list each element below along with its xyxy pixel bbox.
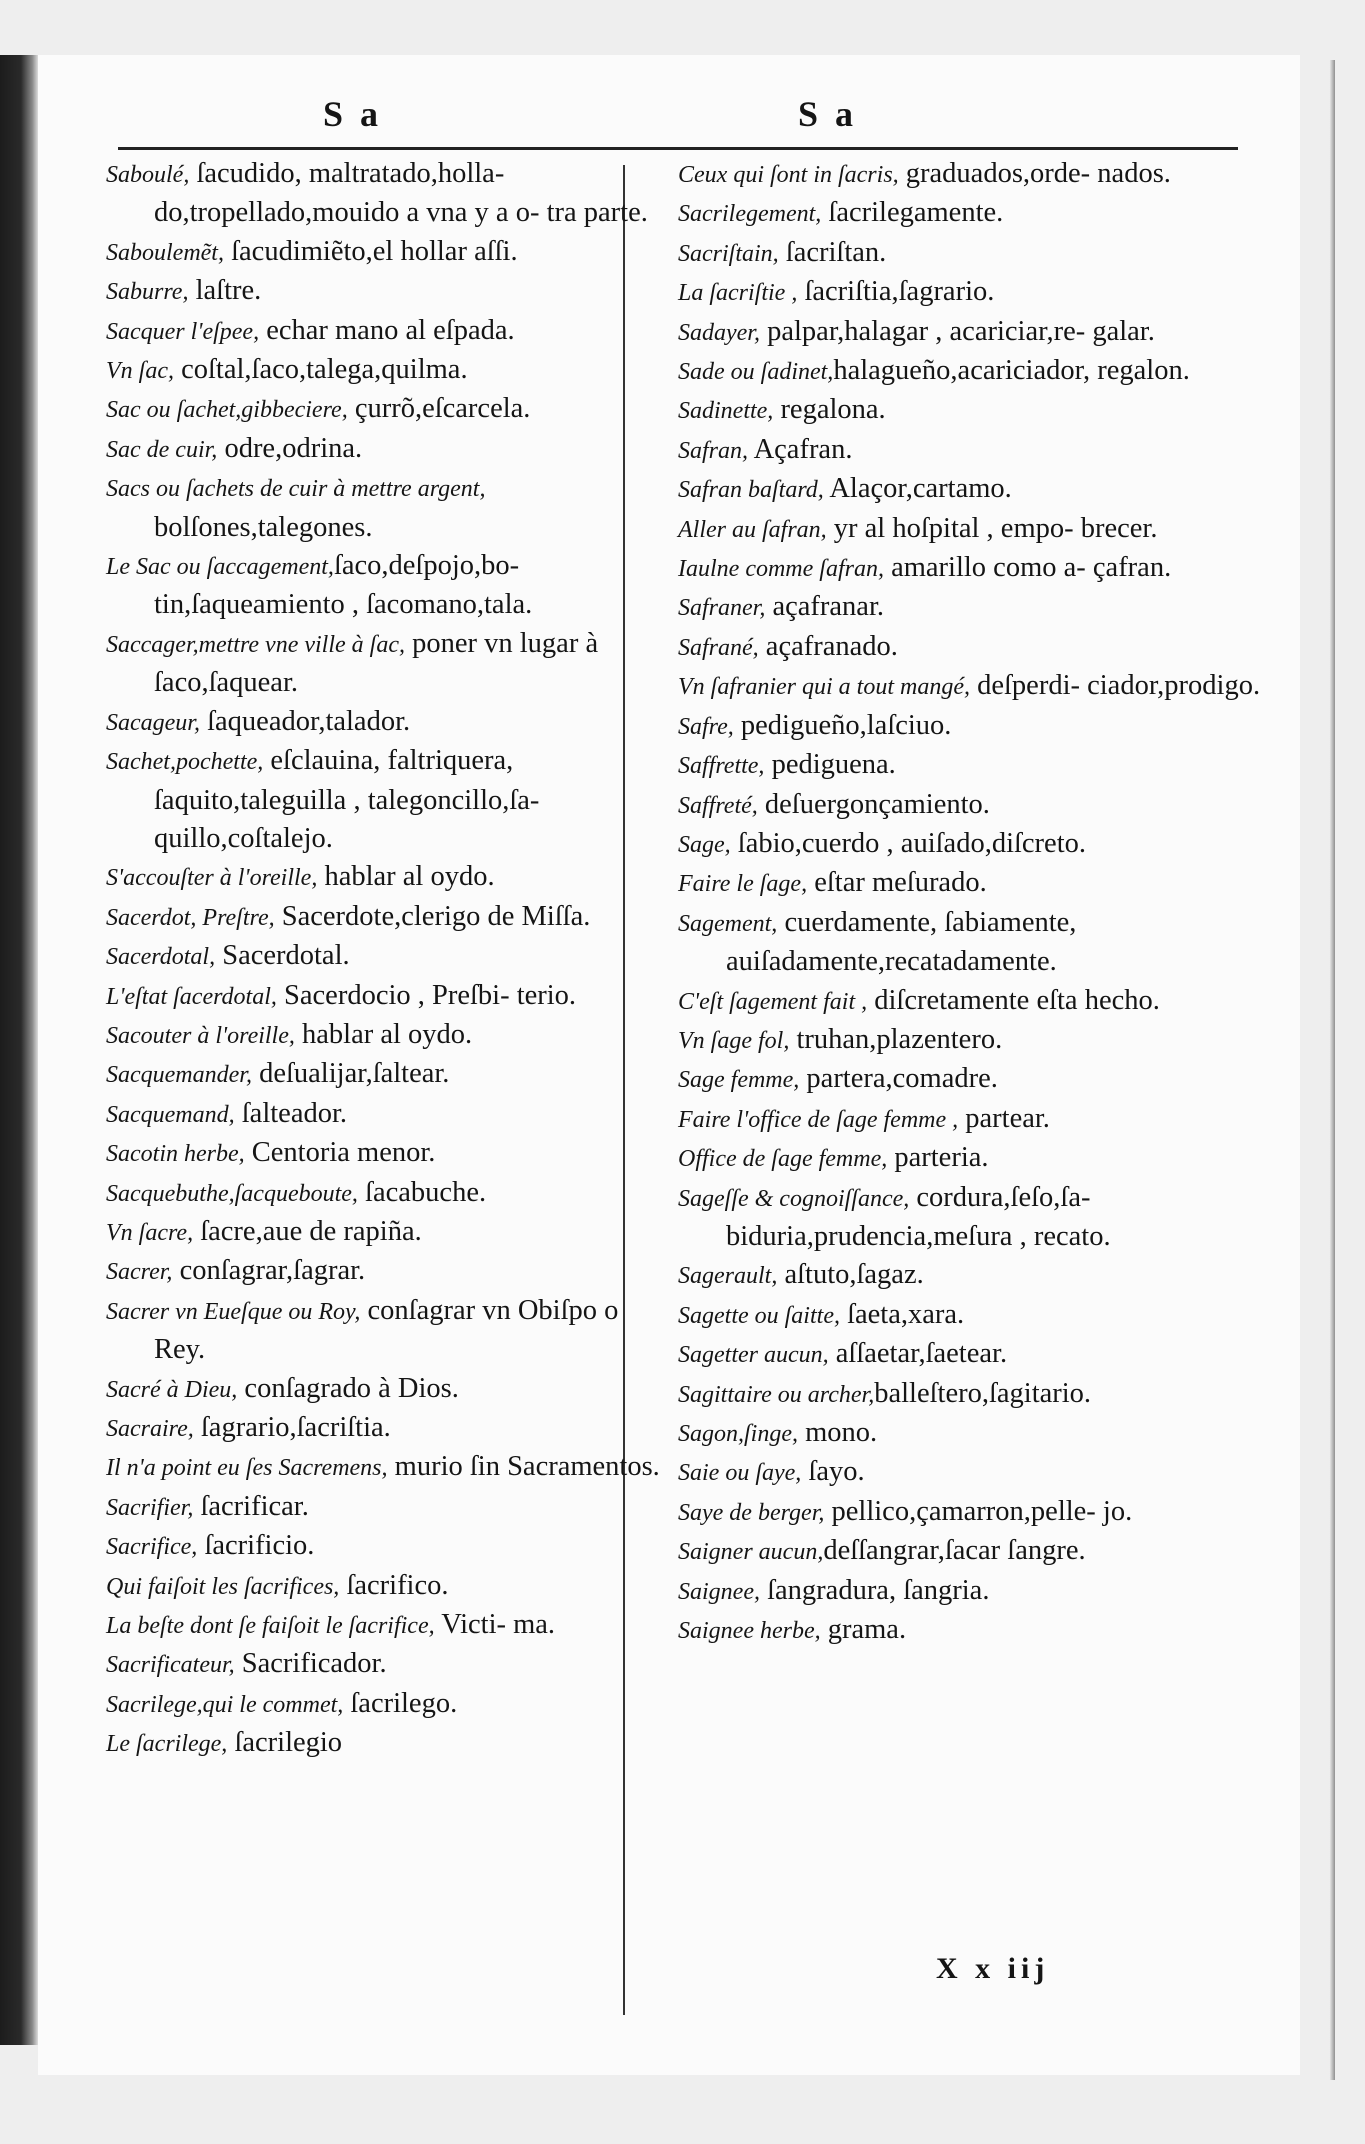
- entry-headword: Sachet,pochette,: [106, 749, 264, 776]
- entry-definition: aſſaetar,ſaetear.: [828, 1338, 1008, 1370]
- entry-headword: Saye de berger,: [678, 1499, 825, 1526]
- entry-definition: ſacriſtan.: [778, 236, 887, 268]
- entry-definition: ſacrificio.: [197, 1530, 315, 1562]
- dictionary-entry: [678, 431, 1268, 470]
- entry-headword: Aller au ſafran,: [678, 516, 827, 543]
- entry-headword: Saigner aucun,: [678, 1539, 824, 1566]
- dictionary-entry: [106, 1134, 666, 1173]
- right-column: [678, 155, 1268, 1650]
- entry-headword: Sageſſe & cognoiſſance,: [678, 1185, 910, 1212]
- entry-definition: deſſangrar,ſacar ſangre.: [823, 1535, 1086, 1567]
- entry-definition: ſacrificar.: [193, 1490, 309, 1522]
- running-head-left: S a: [323, 94, 383, 134]
- entry-headword: Vn ſafranier qui a tout mangé,: [678, 674, 970, 701]
- entry-headword: Saffrette,: [678, 753, 765, 780]
- entry-definition: aſtuto,ſagaz.: [777, 1259, 924, 1291]
- dictionary-entry: [678, 1532, 1268, 1571]
- dictionary-entry: [106, 390, 666, 429]
- entry-headword: Sacouter à l'oreille,: [106, 1022, 295, 1049]
- entry-definition: Sacerdote,clerigo de Miſſa.: [274, 900, 591, 932]
- dictionary-entry: [106, 1016, 666, 1055]
- entry-headword: Safran baſtard,: [678, 477, 824, 504]
- entry-definition: deſualijar,ſaltear.: [251, 1058, 450, 1090]
- entry-definition: conſagrado à Dios.: [237, 1372, 459, 1404]
- entry-headword: Qui faiſoit les ſacrifices,: [106, 1573, 340, 1600]
- entry-definition: amarillo como a- çafran.: [883, 552, 1172, 584]
- entry-headword: Sacquemander,: [106, 1062, 252, 1089]
- signature-mark: X x iij: [936, 1952, 1050, 1985]
- running-head-right: S a: [798, 94, 858, 134]
- dictionary-entry: [106, 1252, 666, 1291]
- entry-headword: Sacrificateur,: [106, 1652, 235, 1679]
- dictionary-entry: [106, 1567, 666, 1606]
- entry-definition: cordura,ſeſo,ſa- biduria,prudencia,meſura , recato.: [726, 1181, 1111, 1252]
- entry-headword: Sacraire,: [106, 1416, 194, 1442]
- entry-headword: Safraner,: [678, 595, 766, 622]
- dictionary-entry: [678, 1296, 1268, 1335]
- entry-definition: ſaco,deſpojo,bo- tin,ſaqueamiento , ſacomano,tala.: [154, 550, 533, 621]
- dictionary-entry: [678, 1493, 1268, 1532]
- dictionary-entry: [106, 898, 666, 937]
- entry-definition: echar mano al eſpada.: [259, 314, 515, 346]
- dictionary-entry: [678, 982, 1268, 1021]
- dictionary-entry: [678, 1139, 1268, 1178]
- dictionary-entry: [106, 625, 666, 703]
- entry-headword: Safrané,: [678, 634, 759, 661]
- dictionary-entry: [678, 746, 1268, 785]
- page-edge-shadow: [1329, 60, 1335, 2080]
- entry-headword: S'accouſter à l'oreille,: [106, 865, 318, 892]
- dictionary-entry: [106, 1292, 666, 1370]
- entry-headword: Sacquebuthe,ſacqueboute,: [106, 1180, 358, 1207]
- dictionary-entry: [106, 858, 666, 897]
- dictionary-entry: [678, 628, 1268, 667]
- entry-headword: L'eſtat ſacerdotal,: [106, 983, 277, 1010]
- entry-definition: Victi- ma.: [434, 1609, 556, 1641]
- book-page: [38, 55, 1300, 2075]
- entry-definition: ſaqueador,talador.: [199, 705, 411, 737]
- entry-headword: Saignee herbe,: [678, 1618, 821, 1645]
- entry-definition: odre,odrina.: [217, 432, 363, 464]
- dictionary-entry: [678, 1256, 1268, 1295]
- dictionary-entry: [106, 351, 666, 390]
- entry-headword: Sagetter aucun,: [678, 1342, 829, 1369]
- dictionary-entry: [106, 1448, 666, 1487]
- dictionary-entry: [106, 742, 666, 858]
- entry-definition: cuerdamente, ſabiamente, auiſadamente,recatadamente.: [726, 906, 1077, 978]
- entry-headword: Faire l'office de ſage femme ,: [678, 1106, 959, 1133]
- entry-definition: parteria.: [887, 1142, 989, 1174]
- entry-definition: yr al hoſpital , empo- brecer.: [826, 512, 1158, 544]
- entry-headword: Sacerdotal,: [106, 944, 216, 971]
- dictionary-entry: [106, 469, 666, 547]
- dictionary-entry: [678, 313, 1268, 352]
- dictionary-entry: [106, 1685, 666, 1724]
- entry-definition: balleſtero,ſagitario.: [874, 1377, 1092, 1409]
- entry-definition: Açafran.: [748, 433, 853, 465]
- entry-headword: Saburre,: [106, 279, 189, 306]
- entry-definition: Centoria menor.: [244, 1137, 436, 1169]
- dictionary-entry: [106, 233, 666, 272]
- entry-headword: Sagon,ſinge,: [678, 1421, 798, 1447]
- entry-definition: ſalteador.: [234, 1097, 348, 1129]
- entry-definition: partear.: [958, 1102, 1050, 1134]
- entry-headword: Safre,: [678, 713, 734, 740]
- entry-definition: Alaçor,cartamo.: [823, 473, 1012, 505]
- entry-definition: ſacudido, maltratado,holla- do,tropellado,mouido a vna y a o- tra parte.: [154, 158, 648, 229]
- entry-headword: Sacquer l'eſpee,: [106, 318, 260, 345]
- entry-headword: Safran,: [678, 437, 749, 464]
- dictionary-entry: [678, 1179, 1268, 1257]
- entry-definition: diſcretamente eſta hecho.: [867, 984, 1160, 1016]
- entry-headword: Sacrer,: [106, 1259, 173, 1286]
- entry-headword: Le ſacrilege,: [106, 1731, 228, 1758]
- entry-definition: halagueño,acariciador, regalon.: [833, 355, 1190, 387]
- entry-headword: Sacageur,: [106, 709, 200, 736]
- entry-headword: Sacs ou ſachets de cuir à mettre argent,: [106, 476, 486, 503]
- dictionary-entry: [678, 1335, 1268, 1374]
- entry-definition: eſtar meſurado.: [807, 867, 987, 899]
- entry-headword: Sacrer vn Eueſque ou Roy,: [106, 1298, 361, 1325]
- entry-headword: Sacerdot, Preſtre,: [106, 904, 275, 931]
- entry-headword: Sacrilege,qui le commet,: [106, 1691, 344, 1718]
- dictionary-entry: [106, 1213, 666, 1252]
- entry-headword: Vn ſacre,: [106, 1219, 194, 1246]
- dictionary-entry: [678, 549, 1268, 588]
- dictionary-entry: [678, 1572, 1268, 1611]
- dictionary-entry: [678, 155, 1268, 194]
- entry-definition: pediguena.: [764, 749, 896, 781]
- dictionary-entry: [678, 1375, 1268, 1414]
- dictionary-entry: [678, 1060, 1268, 1099]
- entry-definition: Sacerdotal.: [215, 940, 350, 972]
- entry-headword: Sadinette,: [678, 398, 774, 425]
- left-column: [106, 155, 666, 1764]
- entry-definition: mono.: [798, 1417, 878, 1448]
- entry-definition: hablar al oydo.: [317, 861, 495, 893]
- entry-headword: Sacrifier,: [106, 1494, 194, 1521]
- entry-headword: Faire le ſage,: [678, 871, 808, 898]
- entry-headword: Sacquemand,: [106, 1101, 235, 1128]
- dictionary-entry: [678, 864, 1268, 903]
- entry-definition: truhan,plazentero.: [789, 1023, 1003, 1055]
- dictionary-entry: [678, 194, 1268, 233]
- entry-definition: eſclauina, faltriquera, ſaquito,taleguilla , talegoncillo,ſa- quillo,coſtalejo.: [154, 745, 540, 854]
- entry-definition: ſabio,cuerdo , auiſado,diſcreto.: [730, 827, 1086, 859]
- entry-headword: Le Sac ou ſaccagement,: [106, 554, 334, 581]
- entry-headword: Sacré à Dieu,: [106, 1376, 238, 1403]
- entry-definition: ſacrilegio: [227, 1727, 343, 1759]
- dictionary-entry: [678, 273, 1268, 312]
- dictionary-entry: [678, 588, 1268, 627]
- entry-definition: Sacrificador.: [234, 1648, 387, 1680]
- entry-headword: Saie ou ſaye,: [678, 1460, 802, 1487]
- entry-definition: ſacudimiẽto,el hollar aſſi.: [223, 235, 518, 267]
- dictionary-entry: [678, 470, 1268, 509]
- entry-definition: hablar al oydo.: [294, 1018, 473, 1050]
- entry-headword: Office de ſage femme,: [678, 1146, 888, 1173]
- entry-headword: Saboulemẽt,: [106, 239, 224, 266]
- entry-definition: ſacabuche.: [357, 1176, 487, 1208]
- dictionary-entry: [106, 937, 666, 976]
- entry-headword: Sac de cuir,: [106, 436, 218, 463]
- entry-headword: Ceux qui ſont in ſacris,: [678, 162, 899, 188]
- dictionary-entry: [678, 1611, 1268, 1650]
- entry-headword: Saboulé,: [106, 162, 190, 188]
- entry-definition: ſacre,aue de rapiña.: [193, 1215, 422, 1247]
- entry-headword: Sagittaire ou archer,: [678, 1381, 875, 1408]
- dictionary-entry: [106, 1174, 666, 1213]
- entry-headword: Sacotin herbe,: [106, 1141, 245, 1168]
- entry-headword: Sagerault,: [678, 1263, 778, 1290]
- dictionary-entry: [106, 1488, 666, 1527]
- entry-headword: Saffreté,: [678, 792, 758, 819]
- dictionary-entry: [106, 977, 666, 1016]
- entry-definition: ſacriſtia,ſagrario.: [797, 276, 995, 308]
- entry-definition: ſacrilegamente.: [821, 197, 1004, 229]
- entry-headword: Sacrifice,: [106, 1534, 198, 1561]
- dictionary-entry: [106, 1606, 666, 1645]
- dictionary-entry: [678, 1021, 1268, 1060]
- entry-headword: Sacrilegement,: [678, 201, 822, 228]
- entry-headword: Vn ſage fol,: [678, 1027, 790, 1054]
- entry-headword: Saignee,: [678, 1578, 760, 1605]
- entry-headword: Sade ou ſadinet,: [678, 359, 834, 386]
- entry-headword: Iaulne comme ſafran,: [678, 556, 884, 583]
- entry-definition: palpar,halagar , acariciar,re- galar.: [759, 315, 1155, 347]
- entry-headword: Sagement,: [678, 910, 778, 937]
- entry-headword: Sadayer,: [678, 319, 760, 346]
- entry-definition: bolſones,talegones.: [154, 511, 373, 543]
- entry-definition: açafranado.: [758, 630, 898, 662]
- entry-headword: C'eſt ſagement fait ,: [678, 988, 868, 1015]
- entry-definition: conſagrar vn Obiſpo o Rey.: [154, 1294, 619, 1366]
- entry-definition: grama.: [820, 1614, 907, 1646]
- dictionary-entry: [678, 1414, 1268, 1453]
- dictionary-entry: [106, 1527, 666, 1566]
- dictionary-entry: [106, 312, 666, 351]
- entry-definition: ſacrifico.: [339, 1569, 449, 1601]
- dictionary-entry: [678, 391, 1268, 430]
- book-gutter-shadow: [0, 55, 38, 2045]
- dictionary-entry: [106, 1095, 666, 1134]
- entry-headword: La beſte dont ſe faiſoit le ſacrifice,: [106, 1613, 435, 1640]
- entry-definition: deſperdi- ciador,prodigo.: [969, 670, 1261, 702]
- entry-definition: partera,comadre.: [799, 1063, 998, 1095]
- entry-definition: conſagrar,ſagrar.: [172, 1255, 366, 1287]
- entry-definition: poner vn lugar à ſaco,ſaquear.: [154, 627, 599, 699]
- entry-definition: çurrõ,eſcarcela.: [347, 393, 531, 425]
- entry-headword: Sagette ou ſaitte,: [678, 1302, 840, 1329]
- dictionary-entry: [678, 667, 1268, 706]
- entry-headword: Il n'a point eu ſes Sacremens,: [106, 1455, 388, 1482]
- entry-definition: pellico,çamarron,pelle- jo.: [824, 1495, 1133, 1527]
- dictionary-entry: [678, 234, 1268, 273]
- entry-definition: ſangradura, ſangria.: [759, 1574, 990, 1606]
- entry-headword: Sage femme,: [678, 1067, 800, 1094]
- dictionary-entry: [678, 1453, 1268, 1492]
- dictionary-entry: [106, 703, 666, 742]
- entry-definition: Sacerdocio , Preſbi- terio.: [276, 979, 577, 1011]
- dictionary-entry: [106, 547, 666, 625]
- dictionary-entry: [678, 707, 1268, 746]
- dictionary-entry: [678, 904, 1268, 982]
- entry-headword: Vn ſac,: [106, 358, 174, 385]
- entry-definition: graduados,orde- nados.: [898, 158, 1171, 189]
- dictionary-entry: [106, 1055, 666, 1094]
- dictionary-entry: [678, 352, 1268, 391]
- entry-definition: ſagrario,ſacriſtia.: [193, 1412, 391, 1443]
- entry-headword: La ſacriſtie ,: [678, 280, 798, 307]
- dictionary-entry: [106, 1409, 666, 1448]
- entry-definition: pedigueño,laſciuo.: [733, 709, 952, 741]
- entry-headword: Saccager,mettre vne ville à ſac,: [106, 631, 405, 658]
- entry-definition: laſtre.: [188, 275, 262, 307]
- dictionary-entry: [106, 1724, 666, 1763]
- entry-definition: regalona.: [773, 394, 886, 426]
- dictionary-entry: [106, 155, 666, 233]
- dictionary-entry: [678, 510, 1268, 549]
- entry-headword: Sac ou ſachet,gibbeciere,: [106, 397, 348, 424]
- header-rule: [118, 147, 1238, 150]
- dictionary-entry: [678, 786, 1268, 825]
- dictionary-entry: [106, 430, 666, 469]
- entry-definition: ſayo.: [801, 1456, 865, 1488]
- dictionary-entry: [106, 1370, 666, 1409]
- dictionary-entry: [106, 1645, 666, 1684]
- entry-definition: ſaeta,xara.: [839, 1298, 965, 1330]
- entry-definition: deſuergonçamiento.: [757, 788, 990, 820]
- entry-headword: Sage,: [678, 831, 731, 858]
- entry-headword: Sacriſtain,: [678, 240, 779, 267]
- dictionary-entry: [106, 272, 666, 311]
- entry-definition: ſacrilego.: [343, 1687, 458, 1719]
- dictionary-entry: [678, 825, 1268, 864]
- entry-definition: açafranar.: [765, 591, 884, 623]
- entry-definition: murio ſin Sacramentos.: [387, 1451, 660, 1483]
- entry-definition: coſtal,ſaco,talega,quilma.: [173, 354, 468, 386]
- dictionary-entry: [678, 1100, 1268, 1139]
